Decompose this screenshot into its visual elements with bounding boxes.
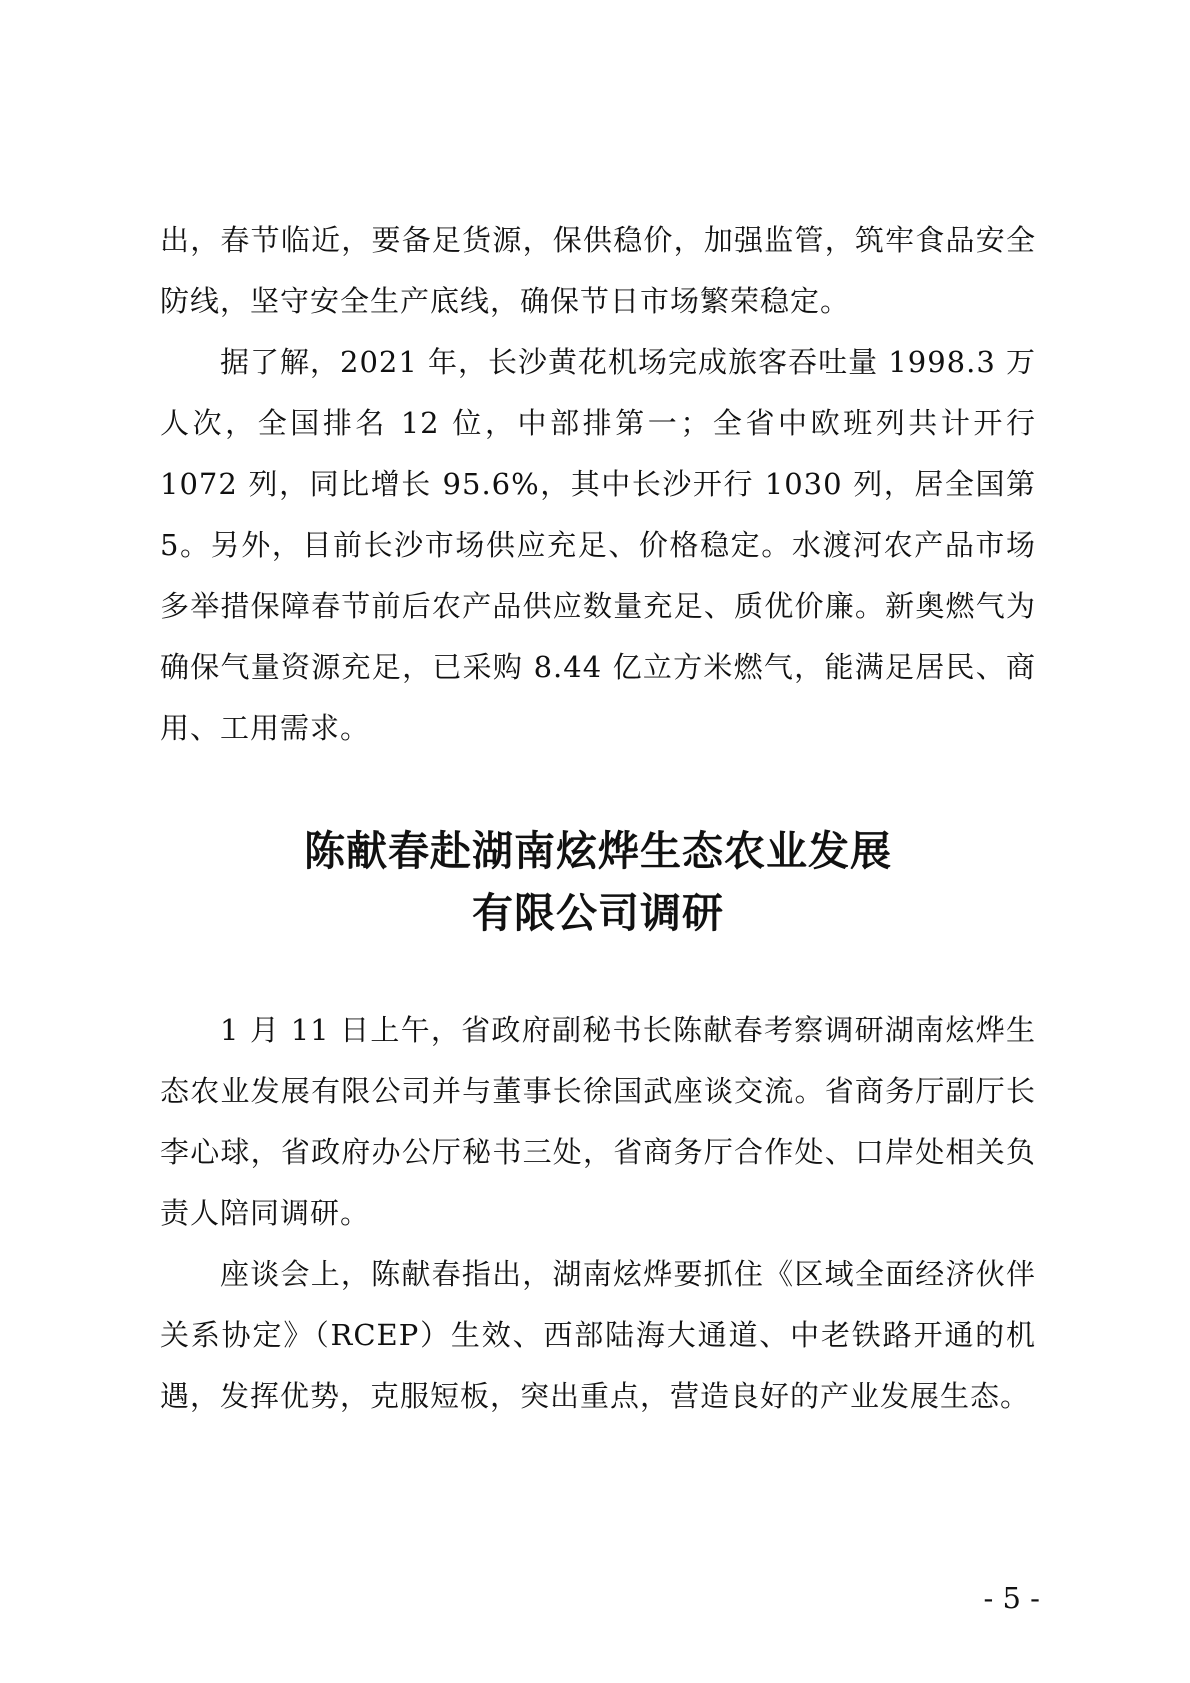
article-title: [160, 820, 1036, 944]
article-body: [160, 1000, 1036, 1427]
previous-article-body: [160, 210, 1036, 759]
paragraph-statistics: 据了解，2021 年，长沙黄花机场完成旅客吞吐量 1998.3 万人次，全国排名 12 位，中部排第一；全省中欧班列共计开行 1072 列，同比增长 95.6%，其中长沙开行 1030 列，居全国第 5。另外，目前长沙市场供应充足、价格稳定。水渡河农产品市场多举措保障春节前后农产品供应数量充足、质优价廉。新奥燃气为确保气量资源充足，已采购 8.44 亿立方米燃气，能满足居民、商用、工用需求。: [160, 345, 1036, 745]
article-title-line-2: 有限公司调研: [472, 889, 724, 937]
paragraph-visit: 1 月 11 日上午，省政府副秘书长陈献春考察调研湖南炫烨生态农业发展有限公司并与董事长徐国武座谈交流。省商务厅副厅长李心球，省政府办公厅秘书三处，省商务厅合作处、口岸处相关负责人陪同调研。: [160, 1013, 1036, 1230]
paragraph-meeting: 座谈会上，陈献春指出，湖南炫烨要抓住《区域全面经济伙伴关系协定》（RCEP）生效、西部陆海大通道、中老铁路开通的机遇，发挥优势，克服短板，突出重点，营造良好的产业发展生态。: [160, 1257, 1036, 1413]
paragraph-continuation: 出，春节临近，要备足货源，保供稳价，加强监管，筑牢食品安全防线，坚守安全生产底线，确保节日市场繁荣稳定。: [160, 223, 1036, 318]
article-title-line-1: 陈献春赴湖南炫烨生态农业发展: [304, 827, 892, 875]
page-number: - 5 -: [983, 1581, 1040, 1615]
